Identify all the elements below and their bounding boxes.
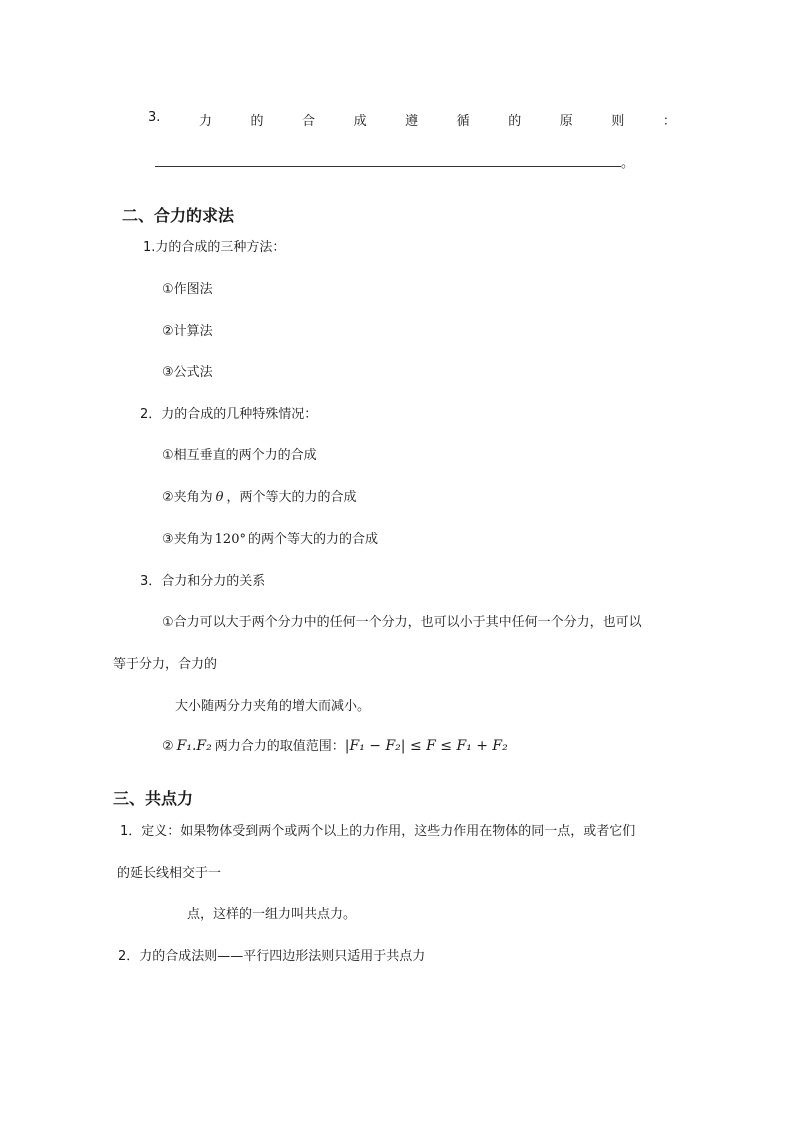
case-2 <box>162 486 357 505</box>
case-3 <box>162 528 378 547</box>
intro-char: 遵 <box>405 114 419 129</box>
case-3-prefix: ③夹角为 <box>162 532 213 547</box>
method-1: ①作图法 <box>162 282 213 297</box>
relation-1-line2: 等于分力，合力的 <box>113 657 218 672</box>
relation-2-prefix: ② <box>162 739 174 754</box>
relation-1-line1: ①合力可以大于两个分力中的任何一个分力，也可以小于其中任何一个分力，也可以 <box>162 615 642 630</box>
section2-item1: 1.力的合成的三种方法： <box>143 240 286 255</box>
force-range-formula: |F₁ − F₂| ≤ F ≤ F₁ + F₂ <box>344 738 508 754</box>
definition-line1: 1．定义：如果物体受到两个或两个以上的力作用，这些力作用在物体的同一点，或者它们 <box>120 824 636 839</box>
method-2: ②计算法 <box>162 324 213 339</box>
relation-1-line3: 大小随两分力夹角的增大而减小。 <box>175 699 371 714</box>
case-2-suffix: ，两个等大的力的合成 <box>226 490 357 505</box>
definition-line2: 的延长线相交于一 <box>117 866 222 881</box>
section2-item3: 3．合力和分力的关系 <box>140 574 266 589</box>
relation-2 <box>162 735 508 754</box>
case-2-prefix: ②夹角为 <box>162 490 213 505</box>
intro-char: 则 <box>611 114 625 129</box>
intro-spread-line <box>148 110 676 129</box>
theta-symbol: θ <box>215 490 224 505</box>
answer-blank-line <box>155 166 621 167</box>
angle-120: 120° <box>214 532 246 547</box>
intro-char: ： <box>662 114 676 129</box>
method-3: ③公式法 <box>162 365 213 380</box>
blank-end-mark: 。 <box>621 156 635 171</box>
intro-char: 的 <box>250 114 264 129</box>
case-3-suffix: 的两个等大的力的合成 <box>247 532 378 547</box>
case-1: ①相互垂直的两个力的合成 <box>162 448 317 463</box>
intro-char: 原 <box>559 114 573 129</box>
force-vars: F₁.F₂ <box>176 738 212 754</box>
section2-item2: 2．力的合成的几种特殊情况： <box>140 407 318 422</box>
intro-char: 成 <box>353 114 367 129</box>
intro-char: 力 <box>198 114 212 129</box>
section2-heading: 二、合力的求法 <box>122 206 235 225</box>
intro-char: 合 <box>302 114 316 129</box>
relation-2-mid: 两力合力的取值范围： <box>214 739 345 754</box>
section3-item2: 2．力的合成法则——平行四边形法则只适用于共点力 <box>118 949 426 964</box>
intro-char: 循 <box>456 114 470 129</box>
section3-heading: 三、共点力 <box>113 789 194 808</box>
definition-line3: 点，这样的一组力叫共点力。 <box>187 907 357 922</box>
intro-char: 3. <box>148 110 161 125</box>
intro-char: 的 <box>508 114 522 129</box>
